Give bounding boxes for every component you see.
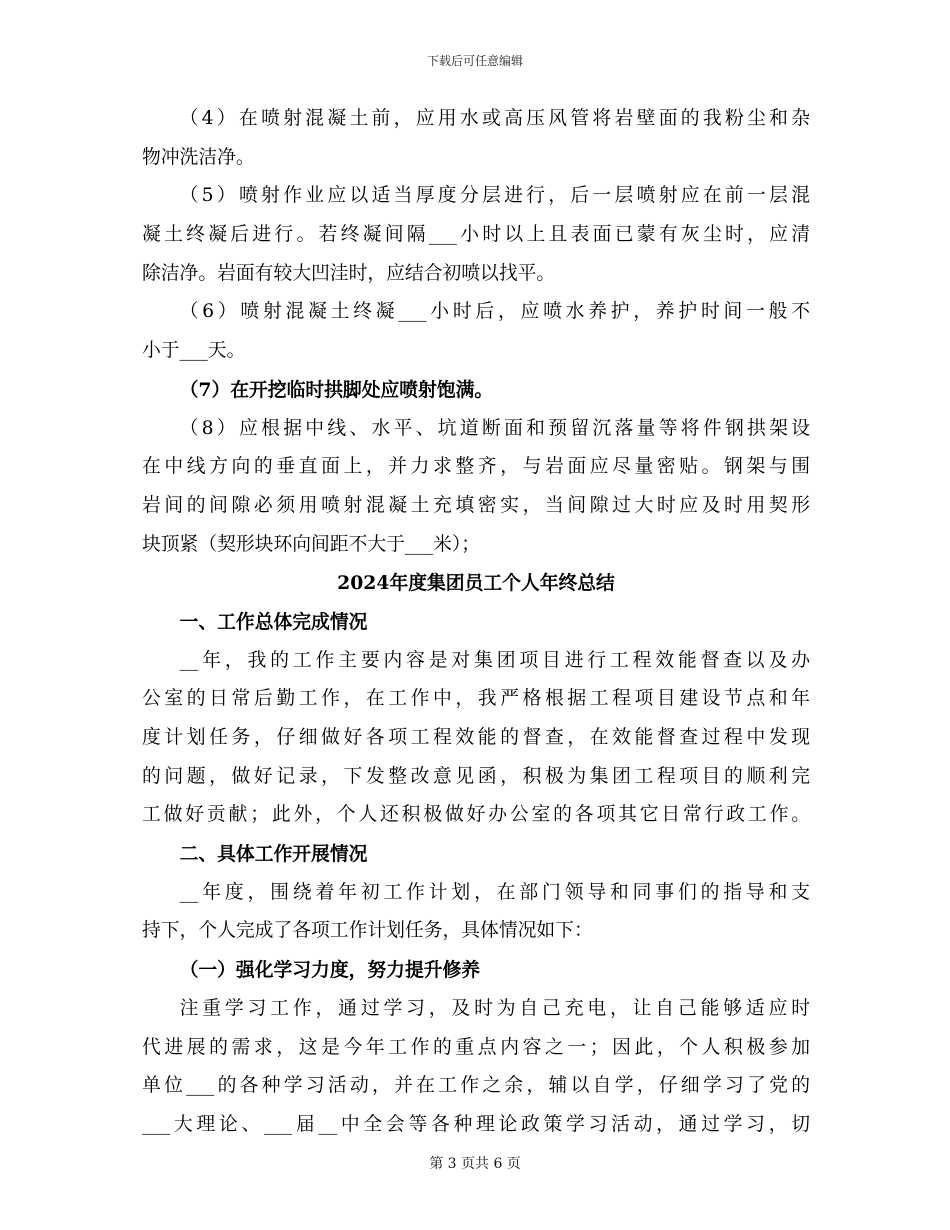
- section-heading: 二、具体工作开展情况: [179, 843, 368, 866]
- paragraph-line: __年度，围绕着年初工作计划，在部门领导和同事们的指导和支: [179, 881, 810, 903]
- paragraph-line: __年，我的工作主要内容是对集团项目进行工程效能督查以及办: [179, 649, 810, 671]
- paragraph-line: 度计划任务，仔细做好各项工程效能的督查，在效能督查过程中发现: [142, 727, 810, 748]
- paragraph-line: 块顶紧（契形块环向间距不大于___米）；: [142, 533, 481, 555]
- paragraph-line: 物冲洗洁净。: [142, 146, 255, 168]
- paragraph-line: 持下，个人完成了各项工作计划任务，具体情况如下：: [142, 920, 593, 942]
- paragraph-line: ___大理论、___届__中全会等各种理论政策学习活动，通过学习，切: [142, 1113, 810, 1135]
- document-title: 2024年度集团员工个人年终总结: [337, 572, 615, 595]
- page-header: 下载后可任意编辑: [426, 54, 523, 68]
- paragraph-line: （8）应根据中线、水平、坑道断面和预留沉落量等将件钢拱架设: [179, 417, 810, 439]
- subsection-heading: （一）强化学习力度，努力提升修养: [179, 959, 481, 982]
- paragraph-line: （4）在喷射混凝土前，应用水或高压风管将岩壁面的我粉尘和杂: [179, 108, 810, 129]
- paragraph-line: 岩间的间隙必须用喷射混凝土充填密实，当间隙过大时应及时用契形: [142, 494, 810, 516]
- paragraph-line: 公室的日常后勤工作，在工作中，我严格根据工程项目建设节点和年: [142, 688, 810, 710]
- section-heading: 一、工作总体完成情况: [179, 610, 368, 633]
- paragraph-line: 注重学习工作，通过学习，及时为自己充电，让自己能够适应时: [179, 997, 810, 1019]
- document-body: [142, 100, 810, 1145]
- paragraph-line-bold: （7）在开挖临时拱脚处应喷射饱满。: [179, 378, 494, 401]
- page-footer: 第 3 页共 6 页: [429, 1156, 521, 1172]
- paragraph-line: 除洁净。岩面有较大凹洼时，应结合初喷以找平。: [142, 262, 556, 284]
- paragraph-line: （6）喷射混凝土终凝___小时后，应喷水养护，养护时间一般不: [179, 301, 810, 323]
- paragraph-line: 代进展的需求，这是今年工作的重点内容之一；因此，个人积极参加: [142, 1036, 810, 1058]
- paragraph-line: 单位___的各种学习活动，并在工作之余，辅以自学，仔细学习了党的: [142, 1075, 810, 1097]
- paragraph-line: 的问题，做好记录，下发整改意见函，积极为集团工程项目的顺利完: [142, 765, 810, 787]
- paragraph-line: （5）喷射作业应以适当厚度分层进行，后一层喷射应在前一层混: [179, 185, 810, 207]
- paragraph-line: 在中线方向的垂直面上，并力求整齐，与岩面应尽量密贴。钢架与围: [142, 456, 810, 478]
- paragraph-line: 工做好贡献；此外，个人还积极做好办公室的各项其它日常行政工作。: [142, 804, 810, 826]
- paragraph-line: 凝土终凝后进行。若终凝间隔___小时以上且表面已蒙有灰尘时，应清: [142, 224, 810, 246]
- paragraph-line: 小于___天。: [142, 340, 246, 362]
